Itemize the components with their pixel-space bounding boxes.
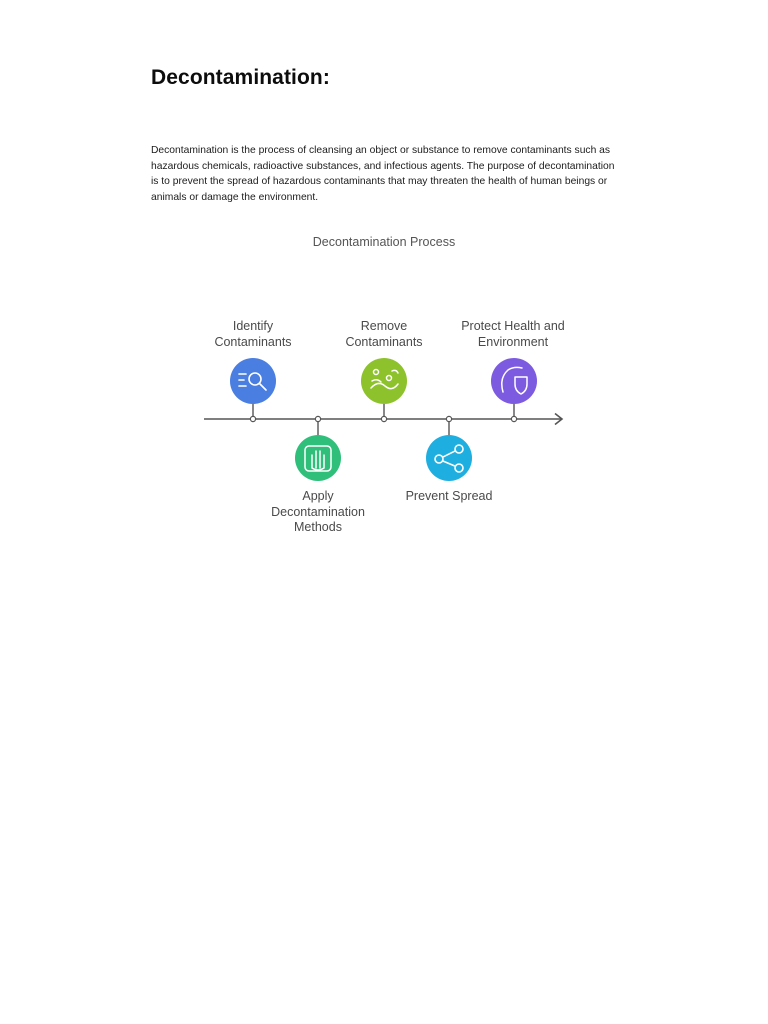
timeline-dot xyxy=(446,416,451,421)
step-circle xyxy=(361,358,407,404)
step-label-protect-health: Protect Health and Environment xyxy=(461,319,565,349)
diagram-title: Decontamination Process xyxy=(312,235,456,249)
step-remove-contaminants xyxy=(361,358,407,422)
step-label-apply-methods: Apply Decontamination Methods xyxy=(271,489,365,534)
step-circle xyxy=(491,358,537,404)
step-label-identify-contaminants: Identify Contaminants xyxy=(214,319,292,349)
timeline-dot xyxy=(511,416,516,421)
timeline-dot xyxy=(250,416,255,421)
intro-paragraph: Decontamination is the process of cleansing an object or substance to remove contaminants such as hazardous chemicals, radioactive substances, and infectious agents. The purpose of decontamination is to prevent the spread of hazardous contaminants that may threaten the health of human beings or animals or damage the environment. xyxy=(151,145,615,203)
step-label-remove-contaminants: Remove Contaminants xyxy=(345,319,423,349)
step-apply-methods xyxy=(295,416,341,481)
timeline-dot xyxy=(381,416,386,421)
step-circle xyxy=(230,358,276,404)
step-circle xyxy=(426,435,472,481)
timeline-dot xyxy=(315,416,320,421)
page-title: Decontamination: xyxy=(151,66,330,89)
step-circle xyxy=(295,435,341,481)
step-protect-health xyxy=(491,358,537,422)
step-prevent-spread xyxy=(426,416,472,481)
step-label-prevent-spread: Prevent Spread xyxy=(405,489,493,503)
step-identify-contaminants xyxy=(230,358,276,422)
